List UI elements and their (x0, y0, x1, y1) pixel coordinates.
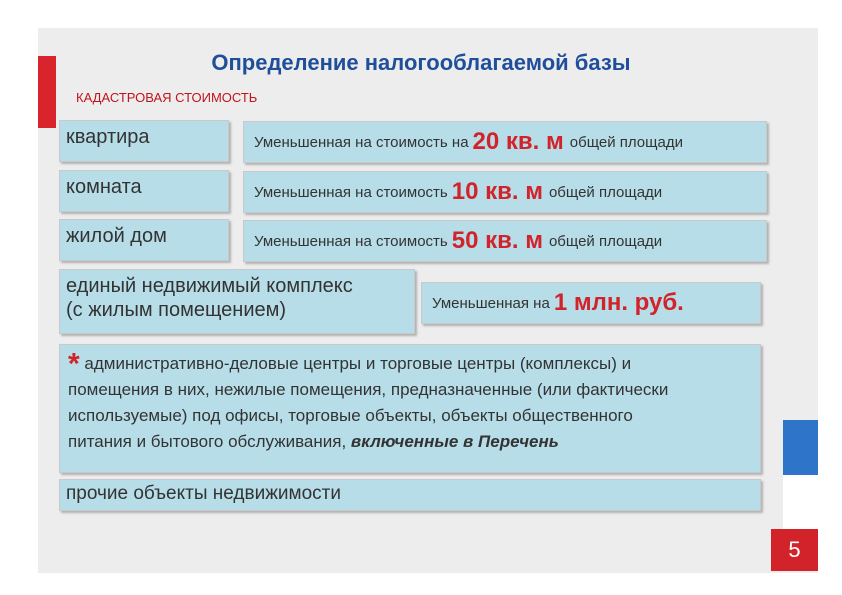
desc-amount: 20 кв. м (472, 128, 564, 155)
desc-suffix: общей площади (569, 133, 683, 151)
desc-prefix: Уменьшенная на (432, 294, 550, 312)
desc-amount: 1 млн. руб. (553, 289, 684, 316)
row-other (59, 479, 761, 511)
desc-prefix: Уменьшенная на стоимость (254, 232, 448, 250)
other-label: прочие объекты недвижимости (66, 483, 341, 504)
asterisk-icon: * (68, 347, 80, 381)
row-desc-apartment (243, 121, 767, 163)
desc-amount: 10 кв. м (451, 178, 543, 205)
desc-prefix: Уменьшенная на стоимость (254, 183, 448, 201)
row-desc-house (243, 220, 767, 262)
row-label-text: квартира (66, 126, 150, 148)
row-label-apartment (59, 120, 229, 162)
note-line: питания и бытового обслуживания, (68, 432, 347, 451)
page-number: 5 (771, 529, 818, 571)
row-label-text: комната (66, 176, 142, 198)
slide-title: Определение налогооблагаемой базы (211, 50, 631, 75)
row-label-text: жилой дом (66, 225, 167, 247)
complex-label-line2: (с жилым помещением) (66, 299, 287, 321)
row-label-house (59, 219, 229, 261)
slide-subtitle: КАДАСТРОВАЯ СТОИМОСТЬ (76, 90, 258, 105)
note-line: административно-деловые центры и торговые центры (комплексы) и (84, 354, 632, 373)
note-box (59, 344, 761, 473)
row-desc-room (243, 171, 767, 213)
blue-stripe (783, 420, 818, 475)
desc-amount: 50 кв. м (451, 227, 543, 254)
row-desc-complex (421, 282, 761, 324)
note-line: помещения в них, нежилые помещения, предназначенные (или фактически (68, 380, 669, 399)
complex-label-line1: единый недвижимый комплекс (66, 275, 353, 297)
note-line: используемые) под офисы, торговые объекты, объекты общественного (68, 406, 633, 425)
desc-suffix: общей площади (548, 183, 663, 201)
desc-suffix: общей площади (548, 232, 663, 250)
row-label-complex (59, 269, 415, 334)
white-stripe (783, 475, 818, 530)
row-label-room (59, 170, 229, 212)
note-emphasis: включенные в Перечень (350, 432, 559, 451)
desc-prefix: Уменьшенная на стоимость на (254, 133, 469, 151)
